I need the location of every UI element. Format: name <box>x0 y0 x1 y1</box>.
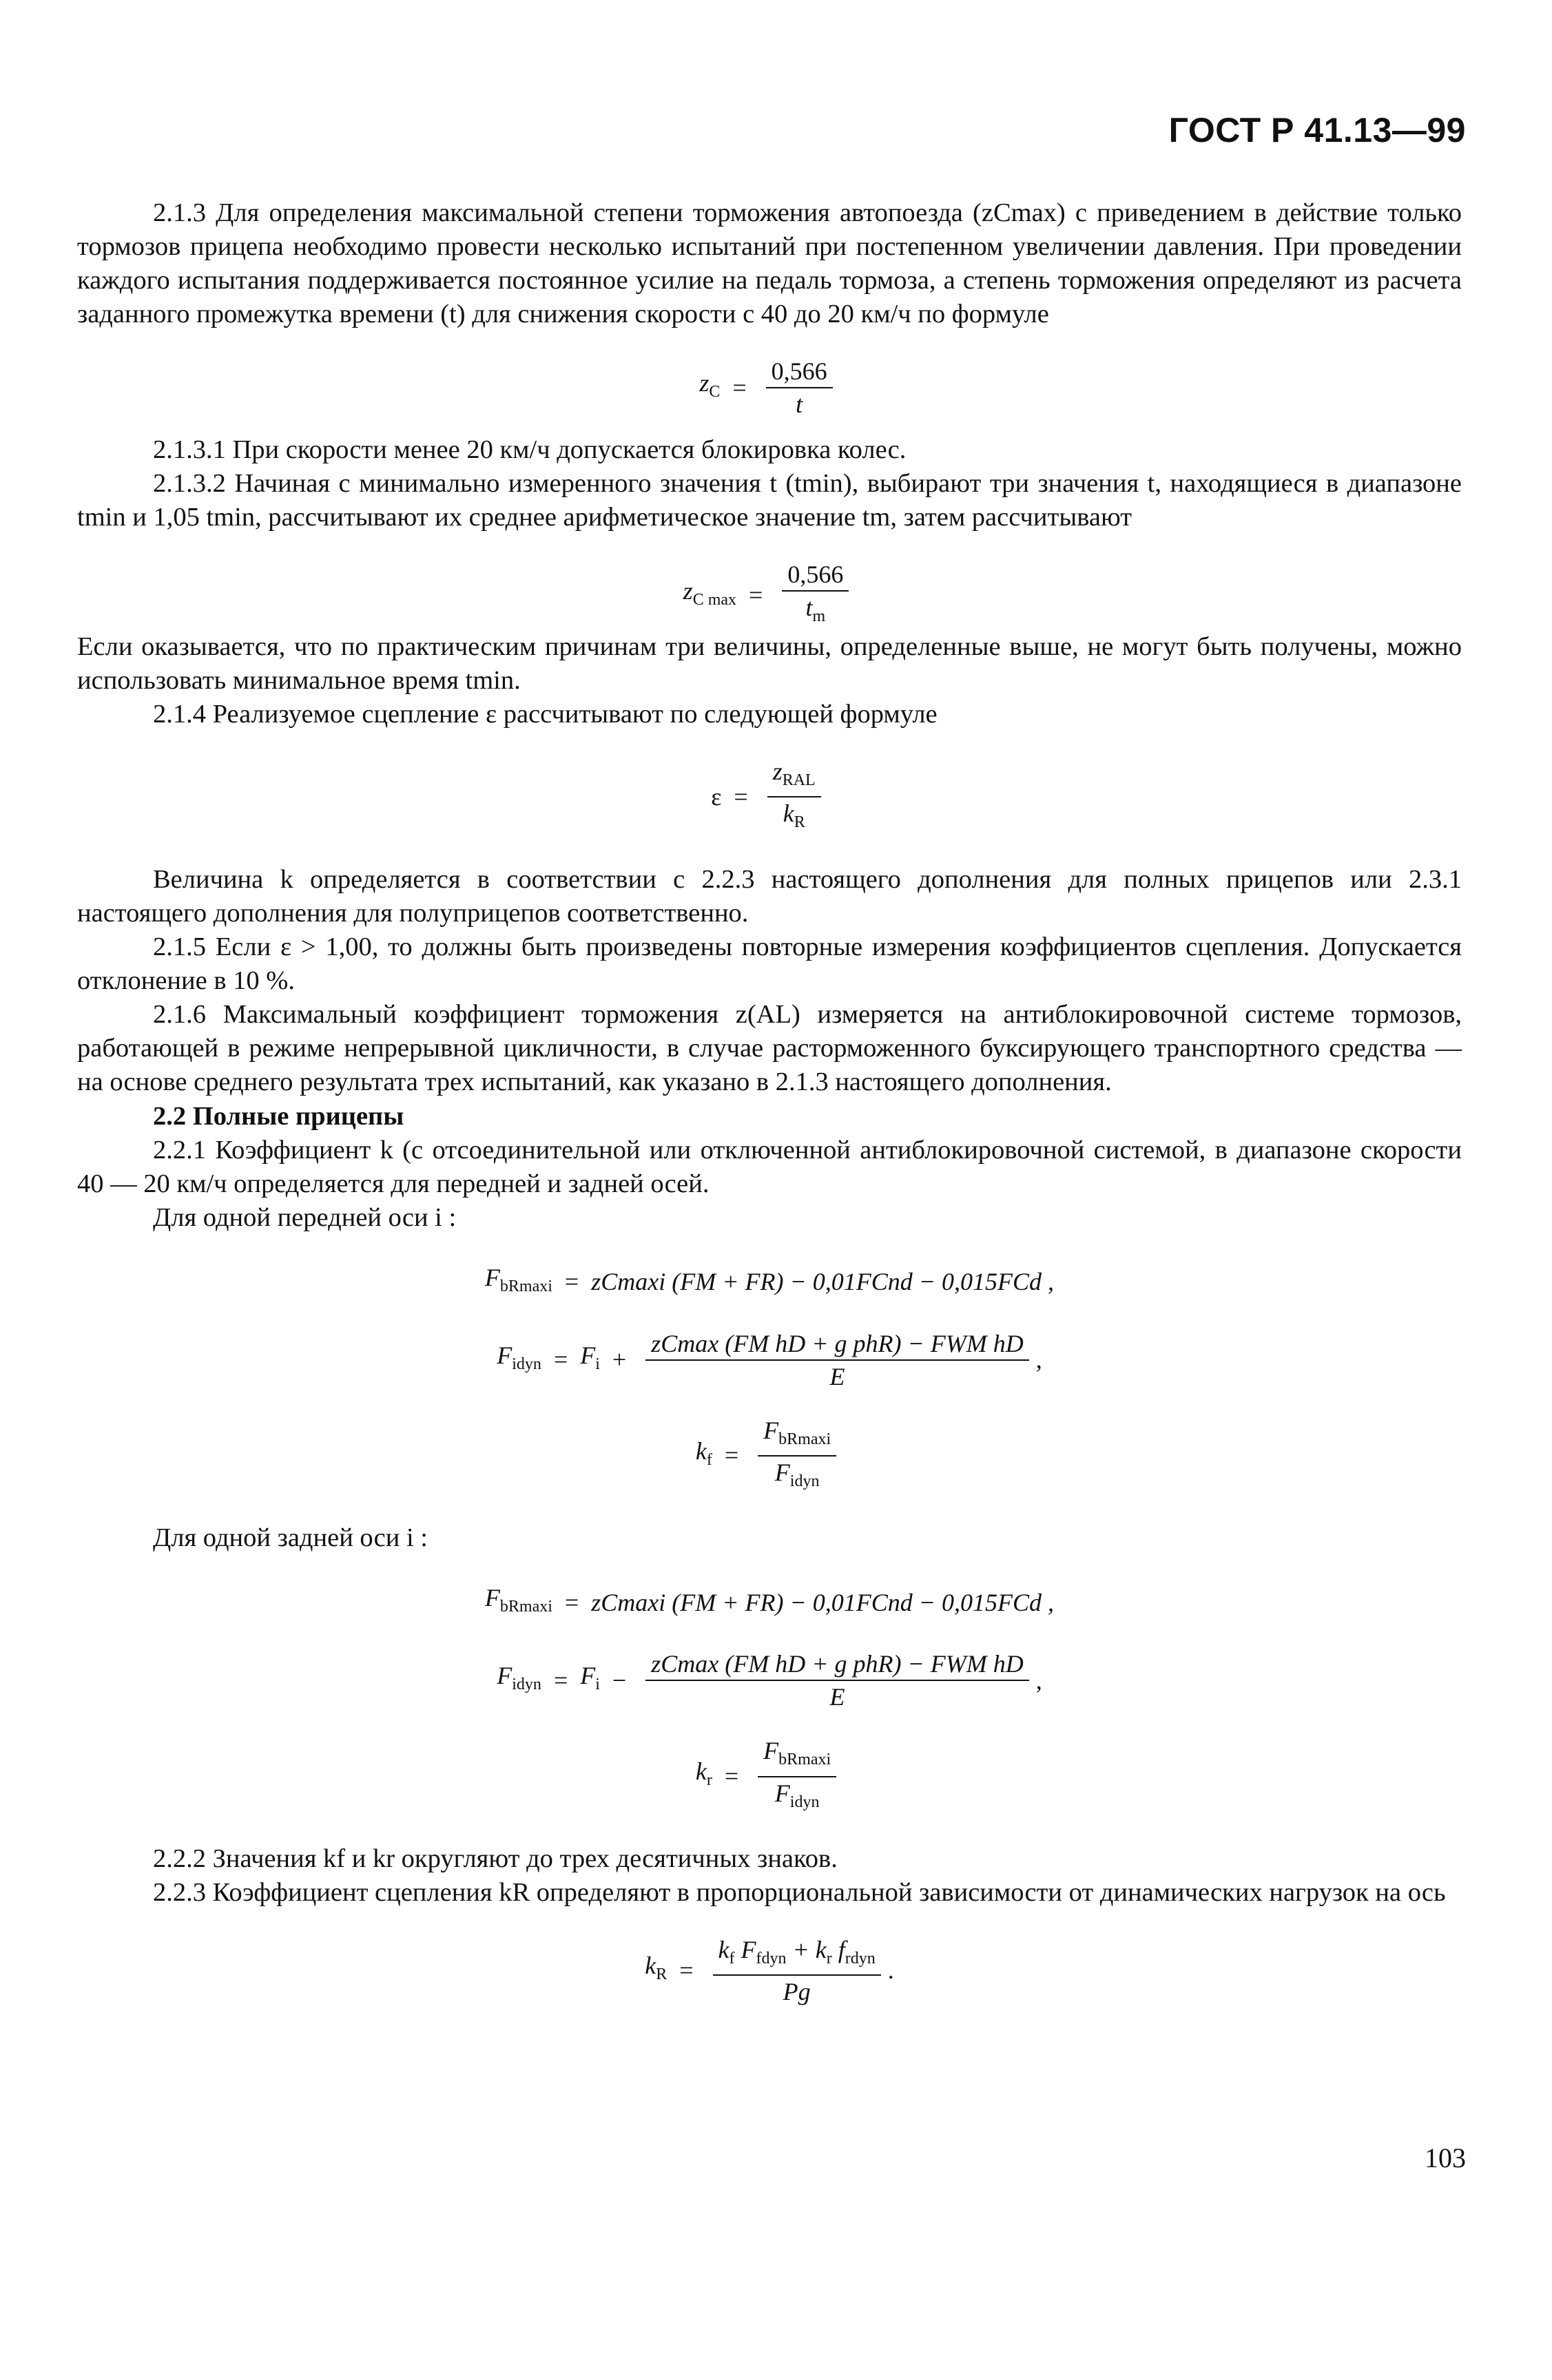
formula-zcmax: $z_{C max}$ = $\frac{0,566}{t_m}$ <box>77 561 1462 630</box>
paragraph-2-1-5: 2.1.5 Если ε > 1,00, то должны быть произведены повторные измерения коэффициентов сцепления. Допускается отклонение в 10 %. <box>77 932 1462 995</box>
paragraph-k: Величина k определяется в соответствии с 2.2.3 настоящего дополнения для полных прицепов или 2.3.1 настоящего дополнения для полуприцепов соответственно. <box>77 864 1462 928</box>
formula-kr-total: $k_R$ = $\frac{k_f F_{fdyn} + k_r f_{rdyn}}{Pg}$ . <box>645 1935 894 2005</box>
paragraph-2-2-3: 2.2.3 Коэффициент сцепления kR определяют в пропорциональной зависимости от динамических нагрузок на ось <box>153 1877 1446 1907</box>
paragraph-2-1-3-2: 2.1.3.2 Начиная с минимально измеренного значения t (tmin), выбирают три значения t, находящиеся в диапазоне tmin и 1,05 tmin, рассчитывают их среднее арифметическое значение tm, затем рассчитывают <box>77 469 1462 532</box>
paragraph-if: Если оказывается, что по практическим причинам три величины, определенные выше, не могут быть получены, можно использовать минимальное время tmin. <box>77 632 1462 696</box>
paragraph-2-2-2: 2.2.2 Значения kf и kr округляют до трех десятичных знаков. <box>153 1844 838 1873</box>
formula-kr: $k_r$ = $\frac{F_{bRmaxi}}{F_{idyn}}$ <box>77 1737 1462 1815</box>
paragraph-2-1-3: 2.1.3 Для определения максимальной степени торможения автопоезда (zCmax) с приведением в действие только тормозов прицепа необходимо провести несколько испытаний при постепенном увеличении давления. При проведении каждого испытания поддерживается постоянное усилие на педаль тормоза, а степень торможения определяют из расчета заданного промежутка времени (t) для снижения скорости с 40 до 20 км/ч по формуле <box>77 198 1462 328</box>
formula-fdyn-front: $F_{idyn}$ = $F_i$ + $\frac{\text{zCmax (FM hD + g phR) − FWM hD}}{E}$ , <box>497 1329 1042 1390</box>
formula-zc: $z_C$ = $\frac{0,566}{t}$ <box>77 357 1462 418</box>
paragraph-front-axle: Для одной передней оси i : <box>153 1202 457 1232</box>
document-body <box>77 196 1462 2005</box>
document-header: ГОСТ Р 41.13—99 <box>1168 111 1466 149</box>
section-heading-2-2: 2.2 Полные прицепы <box>153 1101 404 1131</box>
page-number: 103 <box>1425 2142 1466 2173</box>
formula-fdyn-rear: $F_{idyn}$ = $F_i$ − $\frac{\text{zCmax (FM hD + g phR) − FWM hD}}{E}$ , <box>497 1650 1042 1711</box>
formula-kf: $k_f$ = $\frac{F_{bRmaxi}}{F_{idyn}}$ <box>77 1417 1462 1495</box>
paragraph-2-1-6: 2.1.6 Максимальный коэффициент торможения z(AL) измеряется на антиблокировочной системе тормозов, работающей в режиме непрерывной цикличности, в случае расторможенного буксирующего транспортного средства — на основе среднего результата трех испытаний, как указано в 2.1.3 настоящего дополнения. <box>77 999 1462 1096</box>
paragraph-rear-axle: Для одной задней оси i : <box>153 1523 428 1553</box>
paragraph-2-1-4: 2.1.4 Реализуемое сцепление ε рассчитывают по следующей формуле <box>153 700 938 729</box>
paragraph-2-2-1: 2.2.1 Коэффициент k (с отсоединительной или отключенной антиблокировочной системой, в диапазоне скорости 40 — 20 км/ч определяется для передней и задней осей. <box>77 1135 1462 1198</box>
formula-fb-rear: $F_{bRmaxi}$ = zCmaxi (FM + FR) − 0,01FCnd − 0,015FCd , <box>484 1584 1055 1616</box>
paragraph-2-1-3-1: 2.1.3.1 При скорости менее 20 км/ч допускается блокировка колес. <box>153 435 907 464</box>
formula-epsilon: ε = $\frac{z_{RAL}}{k_R}$ <box>77 758 1462 836</box>
formula-fb-front: $F_{bRmaxi}$ = zCmaxi (FM + FR) − 0,01FCnd − 0,015FCd , <box>484 1263 1055 1296</box>
